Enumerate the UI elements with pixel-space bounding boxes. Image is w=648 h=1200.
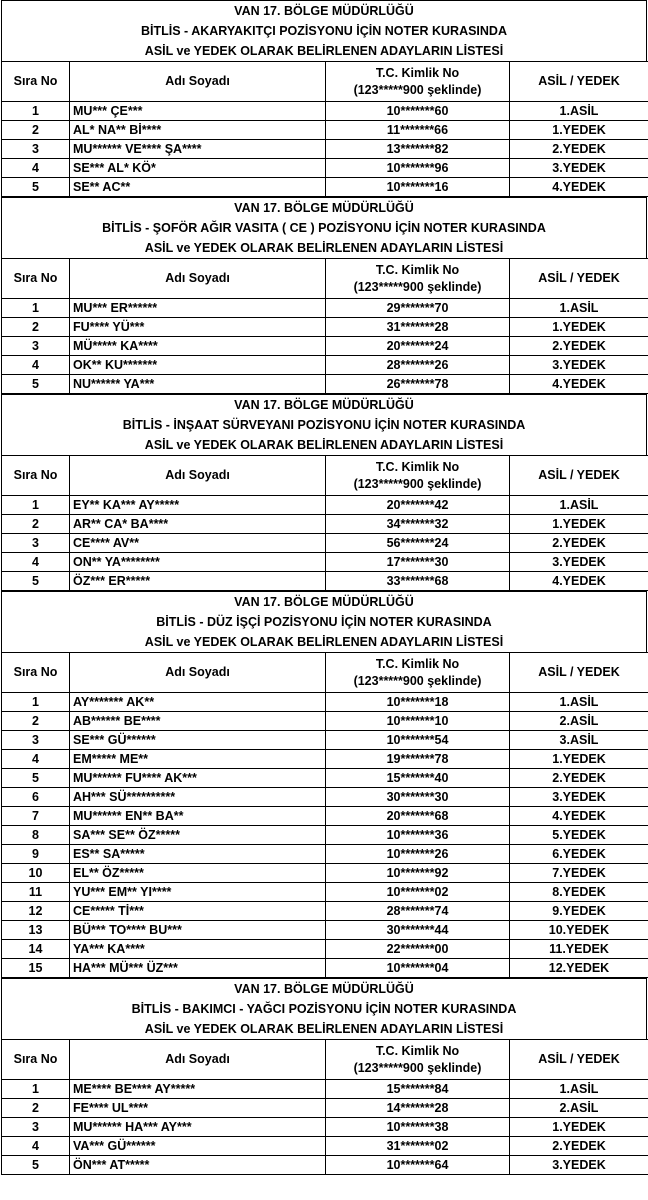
row-number: 3: [2, 731, 70, 750]
table-row: [2, 883, 648, 902]
column-header-tc: [326, 653, 510, 693]
row-number: 8: [2, 826, 70, 845]
candidate-name: EM***** ME**: [70, 750, 326, 769]
candidate-status: 1.ASİL: [510, 693, 648, 712]
draw-result-section: [1, 394, 647, 591]
table-row: [2, 845, 648, 864]
candidate-name: NU****** YA***: [70, 375, 326, 394]
draw-result-section: [1, 197, 647, 394]
candidate-id-number: 15*******40: [326, 769, 510, 788]
column-header-tc: [326, 62, 510, 102]
candidate-name: YU*** EM** YI****: [70, 883, 326, 902]
row-number: 9: [2, 845, 70, 864]
candidate-status: 7.YEDEK: [510, 864, 648, 883]
table-row: [2, 140, 648, 159]
row-number: 2: [2, 712, 70, 731]
candidate-id-number: 10*******16: [326, 178, 510, 197]
candidate-status: 4.YEDEK: [510, 375, 648, 394]
table-row: [2, 356, 648, 375]
candidate-id-number: 31*******28: [326, 318, 510, 337]
table-row: [2, 375, 648, 394]
candidate-status: 1.YEDEK: [510, 750, 648, 769]
candidate-id-number: 15*******84: [326, 1080, 510, 1099]
candidate-name: AB****** BE****: [70, 712, 326, 731]
candidate-id-number: 10*******54: [326, 731, 510, 750]
candidate-id-number: 13*******82: [326, 140, 510, 159]
candidate-status: 2.ASİL: [510, 712, 648, 731]
column-header-tc: [326, 259, 510, 299]
candidate-status: 1.YEDEK: [510, 1118, 648, 1137]
column-header-tc: [326, 1040, 510, 1080]
row-number: 4: [2, 1137, 70, 1156]
candidate-status: 2.YEDEK: [510, 337, 648, 356]
row-number: 3: [2, 140, 70, 159]
candidate-name: MU****** HA*** AY***: [70, 1118, 326, 1137]
candidate-status: 3.YEDEK: [510, 553, 648, 572]
column-header-no: Sıra No: [2, 653, 70, 693]
table-row: [2, 826, 648, 845]
candidate-name: MU*** ER******: [70, 299, 326, 318]
table-row: [2, 902, 648, 921]
candidate-status: 3.YEDEK: [510, 159, 648, 178]
table-header-row: [2, 1040, 648, 1080]
row-number: 13: [2, 921, 70, 940]
table-row: [2, 515, 648, 534]
candidate-status: 2.YEDEK: [510, 140, 648, 159]
candidate-id-number: 10*******92: [326, 864, 510, 883]
candidate-id-number: 30*******30: [326, 788, 510, 807]
section-header: [1, 978, 647, 1039]
row-number: 2: [2, 515, 70, 534]
table-row: [2, 1099, 648, 1118]
candidate-name: VA*** GÜ******: [70, 1137, 326, 1156]
row-number: 5: [2, 375, 70, 394]
column-header-tc-line1: T.C. Kimlik No: [375, 65, 460, 80]
candidate-name: HA*** MÜ*** ÜZ***: [70, 959, 326, 978]
candidate-name: YA*** KA****: [70, 940, 326, 959]
list-title: ASİL ve YEDEK OLARAK BELİRLENEN ADAYLARIN LİSTESİ: [144, 241, 504, 255]
candidate-id-number: 28*******74: [326, 902, 510, 921]
column-header-tc-line1: T.C. Kimlik No: [375, 459, 460, 474]
column-header-status: ASİL / YEDEK: [510, 259, 648, 299]
candidate-id-number: 20*******68: [326, 807, 510, 826]
row-number: 2: [2, 318, 70, 337]
table-row: [2, 1137, 648, 1156]
directorate-title: VAN 17. BÖLGE MÜDÜRLÜĞÜ: [234, 595, 414, 609]
table-row: [2, 788, 648, 807]
table-row: [2, 337, 648, 356]
candidate-id-number: 14*******28: [326, 1099, 510, 1118]
row-number: 4: [2, 159, 70, 178]
candidate-name: MÜ***** KA****: [70, 337, 326, 356]
candidate-table: [1, 455, 648, 591]
list-title: ASİL ve YEDEK OLARAK BELİRLENEN ADAYLARIN LİSTESİ: [144, 635, 504, 649]
table-header-row: [2, 456, 648, 496]
row-number: 5: [2, 769, 70, 788]
candidate-status: 3.YEDEK: [510, 788, 648, 807]
table-row: [2, 769, 648, 788]
table-row: [2, 318, 648, 337]
candidate-id-number: 10*******10: [326, 712, 510, 731]
candidate-name: OK** KU*******: [70, 356, 326, 375]
table-row: [2, 534, 648, 553]
column-header-tc-line2: (123*****900 şeklinde): [353, 476, 482, 491]
table-header-row: [2, 259, 648, 299]
candidate-name: MU*** ÇE***: [70, 102, 326, 121]
candidate-name: EY** KA*** AY*****: [70, 496, 326, 515]
column-header-status: ASİL / YEDEK: [510, 1040, 648, 1080]
table-row: [2, 496, 648, 515]
row-number: 4: [2, 356, 70, 375]
row-number: 1: [2, 299, 70, 318]
column-header-name: Adı Soyadı: [70, 259, 326, 299]
candidate-name: MU****** FU**** AK***: [70, 769, 326, 788]
table-row: [2, 959, 648, 978]
directorate-title: VAN 17. BÖLGE MÜDÜRLÜĞÜ: [234, 982, 414, 996]
candidate-status: 1.ASİL: [510, 1080, 648, 1099]
row-number: 2: [2, 121, 70, 140]
candidate-name: AL* NA** Bİ****: [70, 121, 326, 140]
candidate-status: 3.YEDEK: [510, 1156, 648, 1175]
row-number: 1: [2, 496, 70, 515]
row-number: 14: [2, 940, 70, 959]
candidate-status: 1.ASİL: [510, 299, 648, 318]
candidate-status: 3.ASİL: [510, 731, 648, 750]
row-number: 12: [2, 902, 70, 921]
table-header-row: [2, 62, 648, 102]
row-number: 1: [2, 1080, 70, 1099]
candidate-id-number: 10*******60: [326, 102, 510, 121]
candidate-id-number: 28*******26: [326, 356, 510, 375]
candidate-id-number: 10*******02: [326, 883, 510, 902]
column-header-status: ASİL / YEDEK: [510, 62, 648, 102]
candidate-name: AH*** SÜ**********: [70, 788, 326, 807]
candidate-name: BÜ*** TO**** BU***: [70, 921, 326, 940]
position-title: BİTLİS - DÜZ İŞÇİ POZİSYONU İÇİN NOTER KURASINDA: [156, 615, 492, 629]
candidate-status: 5.YEDEK: [510, 826, 648, 845]
table-row: [2, 1156, 648, 1175]
directorate-title: VAN 17. BÖLGE MÜDÜRLÜĞÜ: [234, 398, 414, 412]
candidate-status: 2.ASİL: [510, 1099, 648, 1118]
row-number: 3: [2, 1118, 70, 1137]
candidate-list-document: [1, 0, 647, 1175]
column-header-name: Adı Soyadı: [70, 456, 326, 496]
candidate-id-number: 10*******64: [326, 1156, 510, 1175]
row-number: 3: [2, 534, 70, 553]
row-number: 7: [2, 807, 70, 826]
candidate-id-number: 31*******02: [326, 1137, 510, 1156]
table-row: [2, 159, 648, 178]
candidate-name: ME**** BE**** AY*****: [70, 1080, 326, 1099]
row-number: 10: [2, 864, 70, 883]
candidate-name: SE*** AL* KÖ*: [70, 159, 326, 178]
candidate-id-number: 10*******38: [326, 1118, 510, 1137]
candidate-name: ÖZ*** ER*****: [70, 572, 326, 591]
candidate-table: [1, 652, 648, 978]
row-number: 1: [2, 102, 70, 121]
position-title: BİTLİS - ŞOFÖR AĞIR VASITA ( CE ) POZİSYONU İÇİN NOTER KURASINDA: [102, 221, 546, 235]
candidate-status: 12.YEDEK: [510, 959, 648, 978]
column-header-tc-line2: (123*****900 şeklinde): [353, 673, 482, 688]
candidate-name: FU**** YÜ***: [70, 318, 326, 337]
candidate-name: SE*** GÜ******: [70, 731, 326, 750]
candidate-status: 4.YEDEK: [510, 807, 648, 826]
candidate-id-number: 29*******70: [326, 299, 510, 318]
column-header-name: Adı Soyadı: [70, 62, 326, 102]
candidate-name: EL** ÖZ*****: [70, 864, 326, 883]
table-row: [2, 940, 648, 959]
column-header-status: ASİL / YEDEK: [510, 456, 648, 496]
row-number: 15: [2, 959, 70, 978]
column-header-status: ASİL / YEDEK: [510, 653, 648, 693]
candidate-status: 8.YEDEK: [510, 883, 648, 902]
candidate-id-number: 11*******66: [326, 121, 510, 140]
candidate-id-number: 56*******24: [326, 534, 510, 553]
directorate-title: VAN 17. BÖLGE MÜDÜRLÜĞÜ: [234, 201, 414, 215]
candidate-id-number: 20*******42: [326, 496, 510, 515]
candidate-id-number: 20*******24: [326, 337, 510, 356]
candidate-name: ÖN*** AT*****: [70, 1156, 326, 1175]
table-row: [2, 750, 648, 769]
row-number: 4: [2, 553, 70, 572]
candidate-table: [1, 1039, 648, 1175]
column-header-tc-line1: T.C. Kimlik No: [375, 656, 460, 671]
draw-result-section: [1, 591, 647, 978]
column-header-tc-line2: (123*****900 şeklinde): [353, 279, 482, 294]
table-row: [2, 693, 648, 712]
row-number: 6: [2, 788, 70, 807]
table-row: [2, 102, 648, 121]
row-number: 5: [2, 1156, 70, 1175]
column-header-name: Adı Soyadı: [70, 653, 326, 693]
column-header-tc-line1: T.C. Kimlik No: [375, 262, 460, 277]
row-number: 1: [2, 693, 70, 712]
candidate-name: CE**** AV**: [70, 534, 326, 553]
candidate-name: MU****** EN** BA**: [70, 807, 326, 826]
position-title: BİTLİS - İNŞAAT SÜRVEYANI POZİSYONU İÇİN NOTER KURASINDA: [122, 418, 526, 432]
section-header: [1, 394, 647, 455]
candidate-name: AY******* AK**: [70, 693, 326, 712]
table-row: [2, 731, 648, 750]
list-title: ASİL ve YEDEK OLARAK BELİRLENEN ADAYLARIN LİSTESİ: [144, 1022, 504, 1036]
candidate-id-number: 30*******44: [326, 921, 510, 940]
table-row: [2, 178, 648, 197]
candidate-name: ON** YA********: [70, 553, 326, 572]
candidate-status: 2.YEDEK: [510, 1137, 648, 1156]
table-row: [2, 121, 648, 140]
table-row: [2, 864, 648, 883]
position-title: BİTLİS - BAKIMCI - YAĞCI POZİSYONU İÇİN NOTER KURASINDA: [131, 1002, 517, 1016]
table-header-row: [2, 653, 648, 693]
section-header: [1, 591, 647, 652]
candidate-id-number: 10*******96: [326, 159, 510, 178]
candidate-status: 2.YEDEK: [510, 534, 648, 553]
section-header: [1, 0, 647, 61]
draw-result-section: [1, 0, 647, 197]
column-header-tc-line1: T.C. Kimlik No: [375, 1043, 460, 1058]
candidate-id-number: 34*******32: [326, 515, 510, 534]
candidate-name: SA*** SE** ÖZ*****: [70, 826, 326, 845]
section-header: [1, 197, 647, 258]
column-header-tc: [326, 456, 510, 496]
table-row: [2, 572, 648, 591]
candidate-status: 2.YEDEK: [510, 769, 648, 788]
table-row: [2, 1080, 648, 1099]
column-header-no: Sıra No: [2, 1040, 70, 1080]
table-row: [2, 712, 648, 731]
row-number: 5: [2, 572, 70, 591]
list-title: ASİL ve YEDEK OLARAK BELİRLENEN ADAYLARIN LİSTESİ: [144, 44, 504, 58]
position-title: BİTLİS - AKARYAKITÇI POZİSYONU İÇİN NOTER KURASINDA: [141, 24, 507, 38]
candidate-status: 9.YEDEK: [510, 902, 648, 921]
table-row: [2, 1118, 648, 1137]
candidate-name: MU****** VE**** ŞA****: [70, 140, 326, 159]
column-header-no: Sıra No: [2, 62, 70, 102]
column-header-name: Adı Soyadı: [70, 1040, 326, 1080]
column-header-no: Sıra No: [2, 456, 70, 496]
candidate-name: CE***** Tİ***: [70, 902, 326, 921]
candidate-table: [1, 61, 648, 197]
candidate-status: 1.YEDEK: [510, 121, 648, 140]
candidate-status: 3.YEDEK: [510, 356, 648, 375]
table-row: [2, 921, 648, 940]
row-number: 11: [2, 883, 70, 902]
candidate-id-number: 26*******78: [326, 375, 510, 394]
table-row: [2, 807, 648, 826]
candidate-id-number: 22*******00: [326, 940, 510, 959]
candidate-status: 1.YEDEK: [510, 318, 648, 337]
candidate-status: 6.YEDEK: [510, 845, 648, 864]
table-row: [2, 299, 648, 318]
candidate-status: 4.YEDEK: [510, 572, 648, 591]
candidate-name: SE** AC**: [70, 178, 326, 197]
candidate-status: 1.YEDEK: [510, 515, 648, 534]
draw-result-section: [1, 978, 647, 1175]
list-title: ASİL ve YEDEK OLARAK BELİRLENEN ADAYLARIN LİSTESİ: [144, 438, 504, 452]
candidate-table: [1, 258, 648, 394]
column-header-tc-line2: (123*****900 şeklinde): [353, 82, 482, 97]
candidate-id-number: 17*******30: [326, 553, 510, 572]
column-header-tc-line2: (123*****900 şeklinde): [353, 1060, 482, 1075]
candidate-id-number: 19*******78: [326, 750, 510, 769]
column-header-no: Sıra No: [2, 259, 70, 299]
candidate-status: 1.ASİL: [510, 496, 648, 515]
candidate-name: FE**** UL****: [70, 1099, 326, 1118]
candidate-status: 4.YEDEK: [510, 178, 648, 197]
candidate-id-number: 10*******26: [326, 845, 510, 864]
candidate-id-number: 10*******04: [326, 959, 510, 978]
directorate-title: VAN 17. BÖLGE MÜDÜRLÜĞÜ: [234, 4, 414, 18]
candidate-status: 11.YEDEK: [510, 940, 648, 959]
candidate-id-number: 10*******18: [326, 693, 510, 712]
candidate-id-number: 33*******68: [326, 572, 510, 591]
row-number: 4: [2, 750, 70, 769]
row-number: 2: [2, 1099, 70, 1118]
candidate-name: AR** CA* BA****: [70, 515, 326, 534]
candidate-name: ES** SA*****: [70, 845, 326, 864]
candidate-status: 1.ASİL: [510, 102, 648, 121]
candidate-status: 10.YEDEK: [510, 921, 648, 940]
row-number: 5: [2, 178, 70, 197]
candidate-id-number: 10*******36: [326, 826, 510, 845]
table-row: [2, 553, 648, 572]
row-number: 3: [2, 337, 70, 356]
